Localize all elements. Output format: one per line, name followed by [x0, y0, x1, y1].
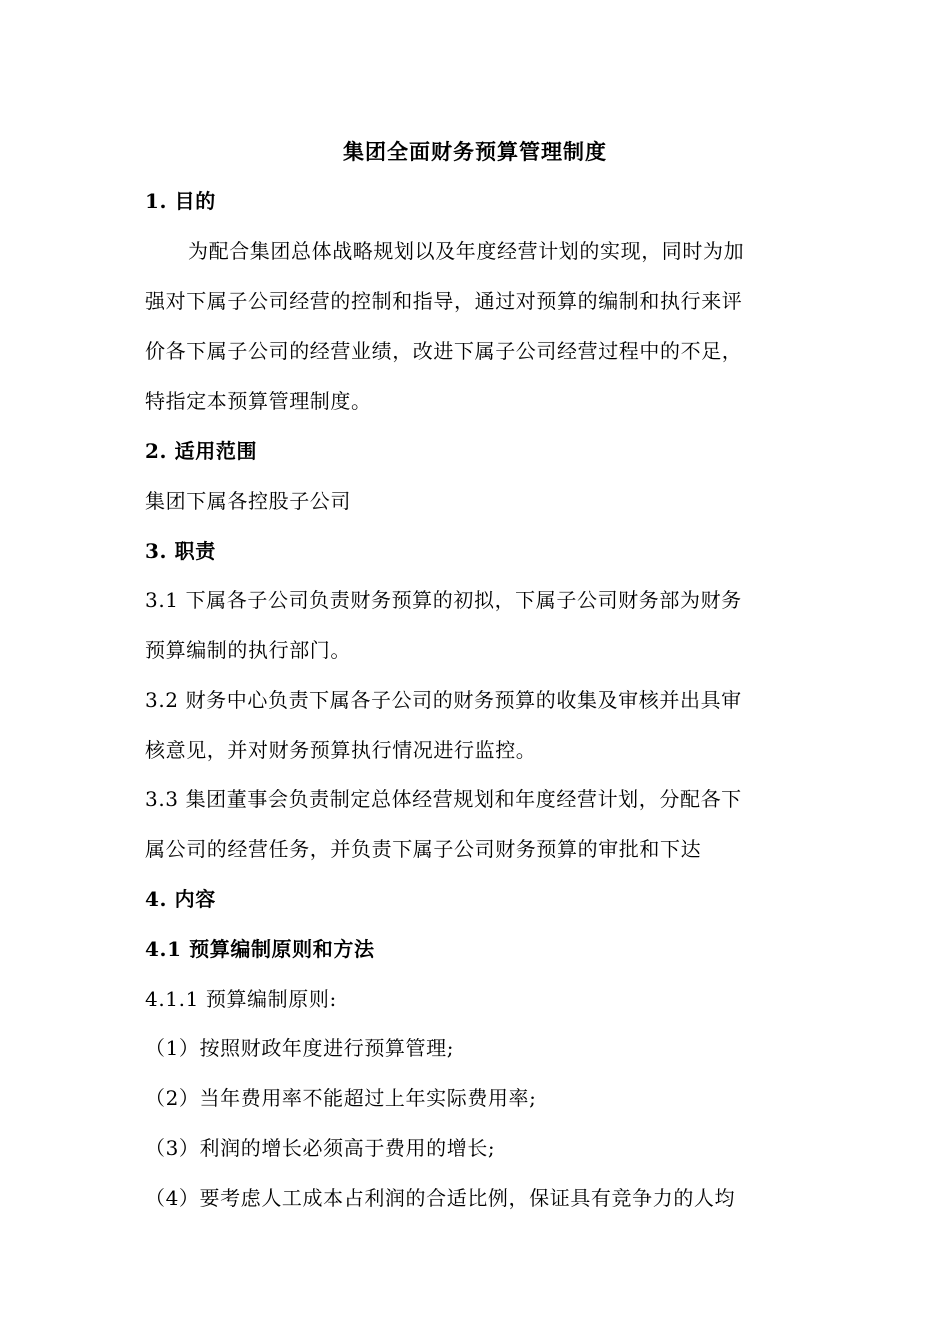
- section-heading-scope: 2. 适用范围: [145, 439, 258, 463]
- list-item: （4）要考虑人工成本占利润的合适比例，保证具有竞争力的人均: [145, 1186, 736, 1210]
- list-item: （3）利润的增长必须高于费用的增长;: [145, 1136, 496, 1160]
- paragraph-line: 集团下属各控股子公司: [145, 489, 351, 513]
- subsection-heading: 4.1.1 预算编制原则:: [145, 987, 337, 1011]
- section-heading-content: 4. 内容: [145, 887, 216, 911]
- paragraph-line: 属公司的经营任务，并负责下属子公司财务预算的审批和下达: [145, 837, 702, 861]
- list-item: （2）当年费用率不能超过上年实际费用率;: [145, 1086, 537, 1110]
- paragraph-line: 强对下属子公司经营的控制和指导，通过对预算的编制和执行来评: [145, 289, 743, 313]
- document-title: 集团全面财务预算管理制度: [343, 139, 607, 164]
- paragraph-line: 价各下属子公司的经营业绩，改进下属子公司经营过程中的不足，: [145, 339, 743, 363]
- paragraph-line: 预算编制的执行部门。: [145, 638, 351, 662]
- paragraph-line: 特指定本预算管理制度。: [145, 389, 372, 413]
- section-heading-purpose: 1. 目的: [145, 189, 216, 213]
- paragraph-line: 3.2 财务中心负责下属各子公司的财务预算的收集及审核并出具审: [145, 688, 742, 712]
- paragraph-line: 为配合集团总体战略规划以及年度经营计划的实现，同时为加: [188, 239, 745, 263]
- subsection-heading: 4.1 预算编制原则和方法: [145, 937, 375, 961]
- paragraph-line: 3.3 集团董事会负责制定总体经营规划和年度经营计划，分配各下: [145, 787, 742, 811]
- paragraph-line: 核意见，并对财务预算执行情况进行监控。: [145, 738, 537, 762]
- list-item: （1）按照财政年度进行预算管理;: [145, 1036, 455, 1060]
- section-heading-duties: 3. 职责: [145, 539, 216, 563]
- paragraph-line: 3.1 下属各子公司负责财务预算的初拟，下属子公司财务部为财务: [145, 588, 742, 612]
